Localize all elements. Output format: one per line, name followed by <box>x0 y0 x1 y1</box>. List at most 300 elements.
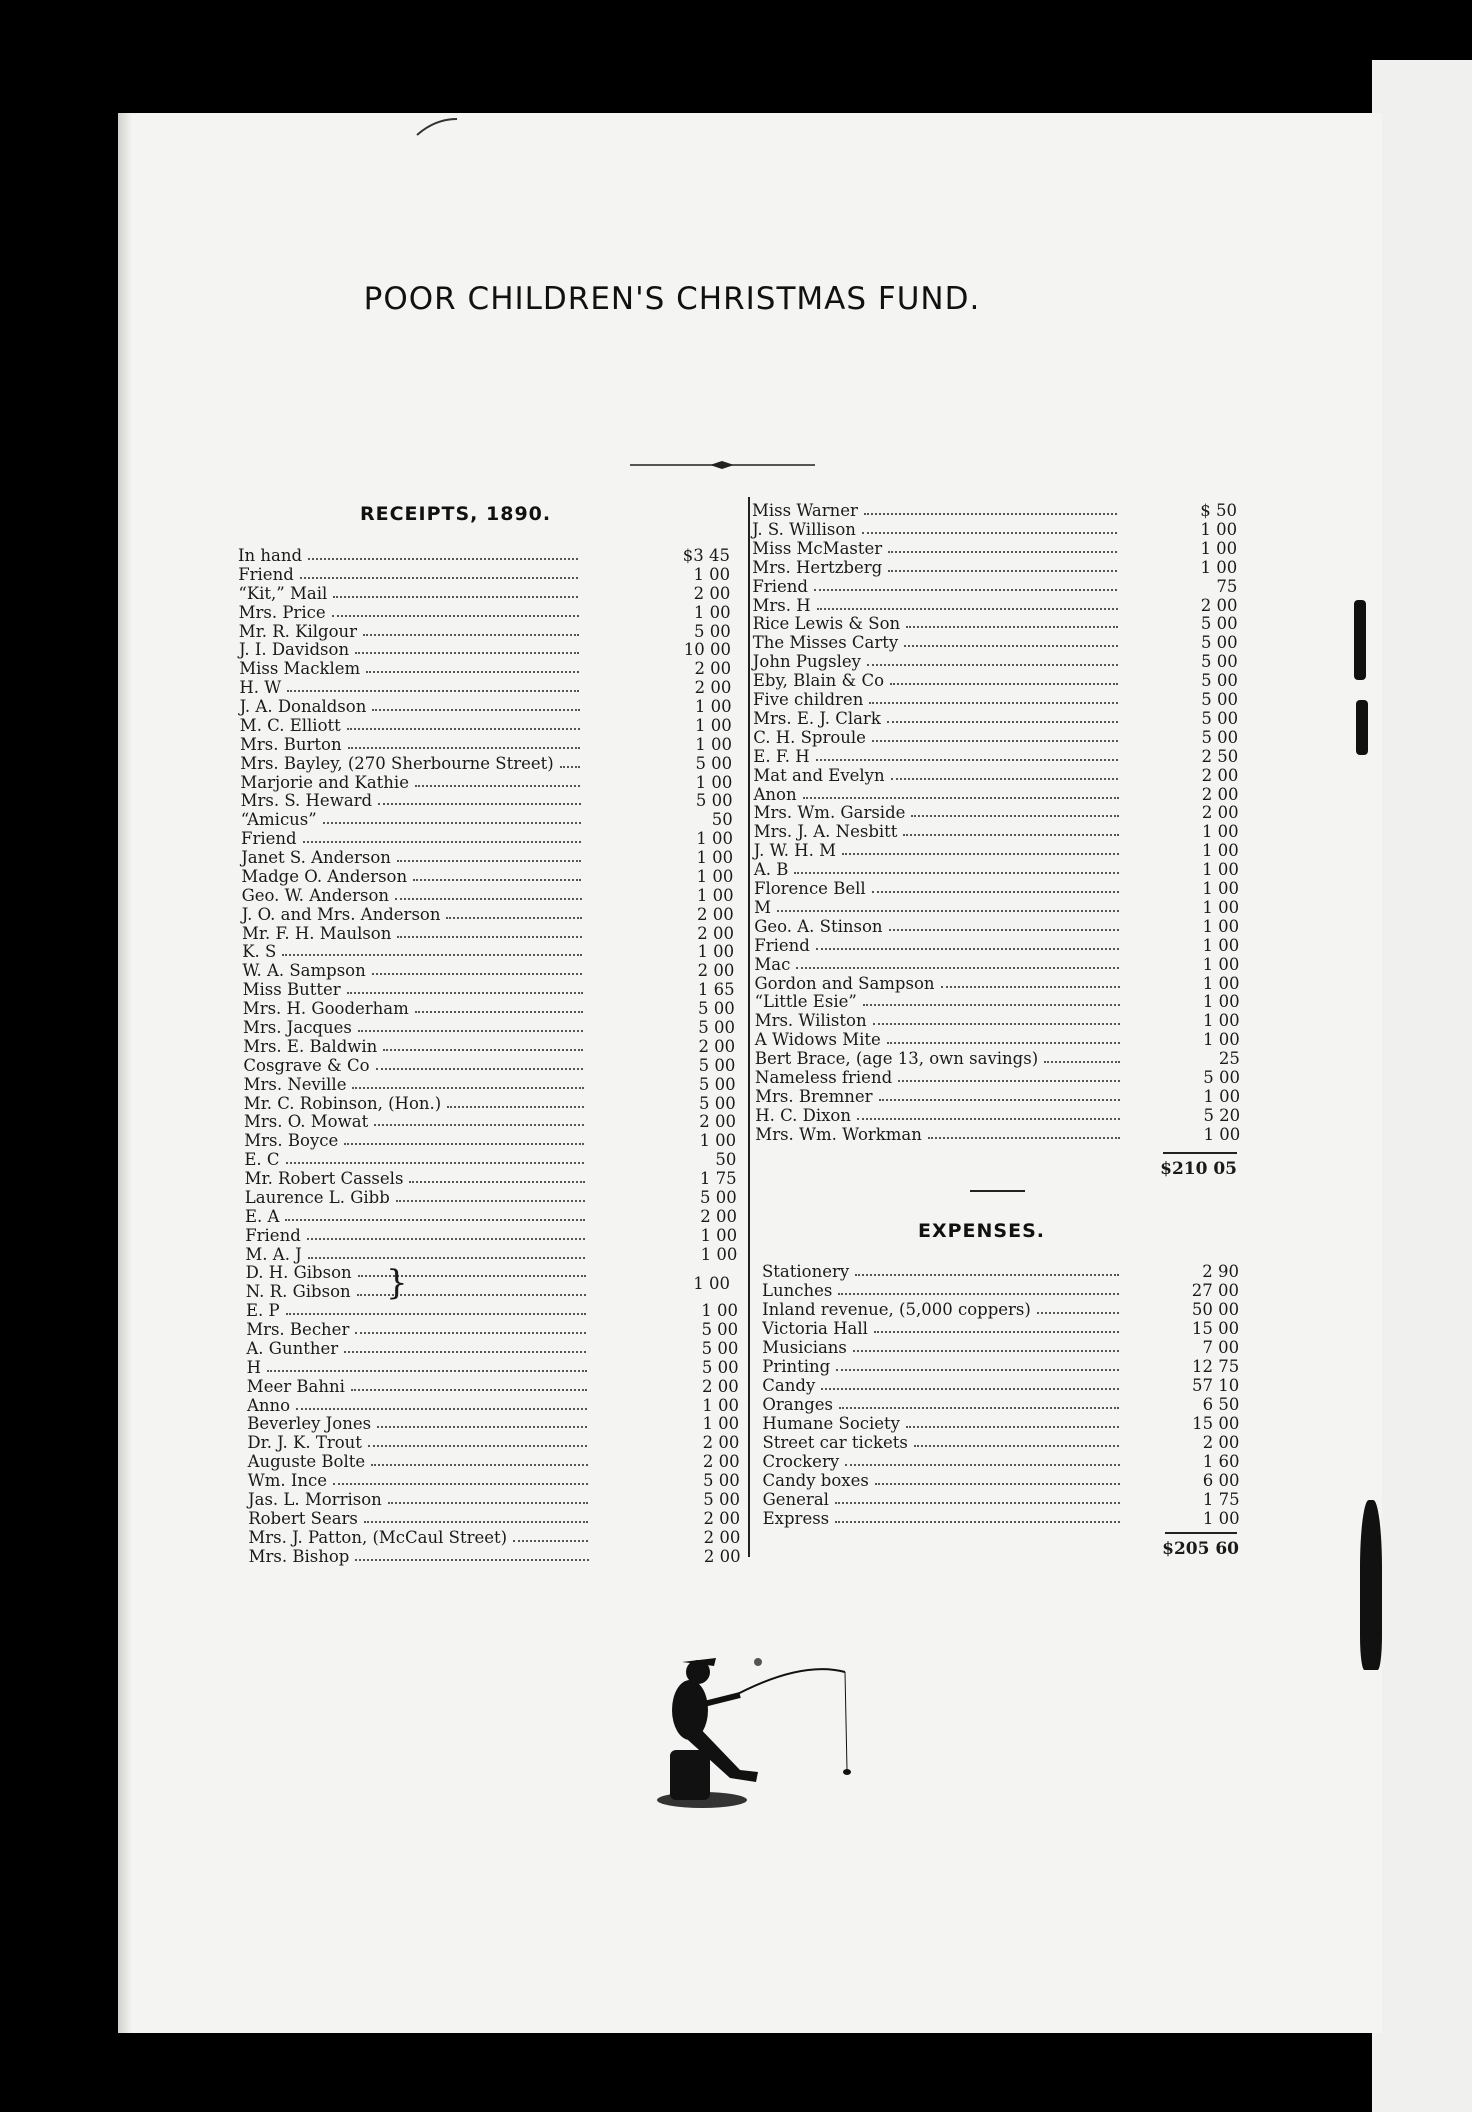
item-name: E. C <box>244 1150 280 1170</box>
fisherman-illustration <box>630 1650 865 1810</box>
item-name: General <box>762 1490 829 1509</box>
item-amount: 1 00 <box>696 866 734 886</box>
list-item <box>762 1376 1239 1395</box>
item-amount: 1 00 <box>1202 860 1239 880</box>
item-name: A Widows Mite <box>754 1030 881 1050</box>
item-name: Musicians <box>762 1338 847 1357</box>
item-amount: 5 00 <box>1200 633 1238 653</box>
leader-dots <box>363 634 579 636</box>
item-name: Miss Warner <box>752 501 858 520</box>
leader-dots <box>898 1080 1120 1082</box>
leader-dots <box>446 917 581 919</box>
item-name: E. P <box>246 1301 280 1321</box>
item-amount: 50 <box>715 1150 737 1170</box>
item-amount: 7 00 <box>1202 1338 1240 1357</box>
item-amount: 2 00 <box>697 961 735 981</box>
item-amount: 2 00 <box>693 583 731 603</box>
list-item <box>753 596 1238 615</box>
item-amount: 1 75 <box>699 1169 737 1189</box>
item-amount: 25 <box>1218 1049 1240 1069</box>
item-amount: 1 00 <box>1201 822 1239 842</box>
list-item <box>246 1301 738 1320</box>
item-amount: 5 00 <box>694 621 731 641</box>
item-name: Mrs. O. Mowat <box>244 1112 369 1132</box>
list-item <box>753 690 1238 709</box>
item-amount: 5 00 <box>703 1490 740 1509</box>
leader-dots <box>409 1181 584 1183</box>
item-name: E. A <box>245 1206 280 1226</box>
leader-dots <box>366 671 579 673</box>
item-amount: 1 00 <box>1202 879 1239 898</box>
leader-dots <box>891 778 1119 780</box>
list-item <box>755 1125 1240 1144</box>
item-amount: 1 00 <box>1203 1030 1240 1050</box>
item-name: Mrs. Becher <box>246 1320 350 1340</box>
list-item <box>248 1509 740 1528</box>
item-amount: 5 00 <box>698 1018 735 1037</box>
item-name: Street car tickets <box>762 1433 908 1452</box>
list-item <box>244 1075 736 1094</box>
leader-dots <box>857 1118 1120 1120</box>
item-name: Geo. W. Anderson <box>241 885 390 905</box>
item-amount: 5 00 <box>1201 652 1238 672</box>
item-amount: 5 00 <box>700 1187 737 1207</box>
list-item <box>241 829 733 848</box>
leader-dots <box>388 1502 588 1504</box>
item-amount: 1 00 <box>1202 897 1240 917</box>
item-name: Friend <box>238 564 294 584</box>
item-amount: 27 00 <box>1191 1281 1240 1300</box>
item-amount: 5 00 <box>701 1357 739 1377</box>
list-item <box>248 1490 740 1509</box>
receipts-total: $210 05 <box>1160 1159 1237 1179</box>
item-name: Mrs. H <box>752 595 811 615</box>
leader-dots <box>447 1106 584 1108</box>
list-item <box>239 678 731 697</box>
leader-dots <box>903 834 1118 836</box>
leader-dots <box>853 1350 1119 1352</box>
list-item <box>762 1433 1239 1452</box>
leader-dots <box>377 1426 587 1428</box>
list-item <box>249 1547 741 1566</box>
item-name: Victoria Hall <box>762 1319 868 1338</box>
leader-dots <box>874 1331 1119 1333</box>
leader-dots <box>344 1351 586 1353</box>
list-item <box>247 1358 739 1377</box>
item-name: M. A. J <box>245 1244 302 1264</box>
item-amount: 1 00 <box>696 848 734 868</box>
item-name: Mac <box>754 954 791 974</box>
item-amount: 5 00 <box>1201 727 1239 747</box>
list-item <box>762 1300 1239 1319</box>
item-name: Express <box>762 1509 830 1528</box>
item-name: J. S. Willison <box>752 519 856 539</box>
item-amount: 50 <box>711 810 733 830</box>
item-name: “Kit,” Mail <box>238 583 328 603</box>
leader-dots <box>415 785 580 787</box>
list-item <box>753 614 1238 633</box>
item-name: Mrs. Burton <box>240 734 342 754</box>
item-name: Meer Bahni <box>246 1376 345 1396</box>
list-item <box>763 1471 1240 1490</box>
leader-dots <box>803 797 1119 799</box>
list-item <box>242 942 734 961</box>
item-amount: 2 50 <box>1201 746 1239 766</box>
item-name: C. H. Sproule <box>753 727 866 747</box>
leader-dots <box>855 1274 1119 1276</box>
item-amount: 1 00 <box>1203 1124 1241 1144</box>
list-item <box>242 905 734 924</box>
item-amount: 57 10 <box>1192 1376 1240 1395</box>
page-title: POOR CHILDREN'S CHRISTMAS FUND. <box>363 281 981 317</box>
leader-dots <box>863 1004 1120 1006</box>
leader-dots <box>364 1521 588 1523</box>
item-amount: 12 75 <box>1192 1357 1240 1376</box>
item-amount: 15 00 <box>1192 1414 1240 1433</box>
list-item <box>752 558 1237 577</box>
item-name: Dr. J. K. Trout <box>247 1433 362 1453</box>
item-name: Cosgrave & Co <box>243 1055 370 1075</box>
item-amount: 1 00 <box>1200 519 1238 539</box>
leader-dots <box>888 570 1117 572</box>
list-item <box>752 501 1237 520</box>
item-amount: 1 00 <box>695 734 732 754</box>
item-name: Bert Brace, (age 13, own savings) <box>754 1049 1039 1069</box>
leader-dots <box>839 1407 1119 1409</box>
leader-dots <box>845 1464 1119 1466</box>
list-item <box>247 1377 739 1396</box>
item-amount: 6 50 <box>1202 1395 1240 1414</box>
item-name: Printing <box>762 1357 831 1376</box>
item-amount: 5 00 <box>703 1471 740 1491</box>
item-name: Nameless friend <box>755 1068 893 1087</box>
item-name: N. R. Gibson <box>245 1282 351 1302</box>
item-amount: 1 00 <box>697 942 735 962</box>
leader-dots <box>358 1030 583 1032</box>
pen-mark <box>415 115 460 137</box>
leader-dots <box>888 551 1117 553</box>
leader-dots <box>376 1068 584 1070</box>
leader-dots <box>835 1521 1120 1523</box>
item-name: Mrs. Jacques <box>243 1018 352 1037</box>
item-name: Mrs. Wiliston <box>754 1011 867 1031</box>
leader-dots <box>368 1445 587 1447</box>
list-item <box>244 1131 736 1150</box>
item-amount: $3 45 <box>682 546 730 565</box>
item-name: Friend <box>245 1225 301 1245</box>
leader-dots <box>872 891 1119 893</box>
list-item <box>763 1452 1240 1471</box>
list-item <box>245 1169 737 1188</box>
item-name: Humane Society <box>762 1414 900 1433</box>
item-name: J. O. and Mrs. Anderson <box>241 904 441 924</box>
item-amount: 5 00 <box>699 1093 736 1113</box>
item-amount: 10 00 <box>683 640 731 660</box>
adjacent-page-strip <box>1372 60 1472 2112</box>
list-item <box>755 1011 1240 1030</box>
leader-dots <box>348 747 580 749</box>
leader-dots <box>904 645 1117 647</box>
leader-dots <box>352 1087 583 1089</box>
list-item <box>239 603 731 622</box>
list-item <box>239 640 731 659</box>
list-item <box>243 1056 735 1075</box>
item-name: Mrs. Boyce <box>244 1131 339 1151</box>
list-item <box>755 992 1240 1011</box>
list-item <box>239 659 731 678</box>
leader-dots <box>308 1257 586 1259</box>
item-amount: 2 00 <box>697 923 734 943</box>
item-amount: 5 00 <box>701 1338 739 1358</box>
expenses-heading: EXPENSES. <box>918 1220 1045 1242</box>
item-amount: 2 00 <box>703 1508 741 1528</box>
list-item <box>754 860 1239 879</box>
list-item <box>238 565 730 584</box>
item-name: Inland revenue, (5,000 coppers) <box>762 1300 1031 1319</box>
item-amount: 2 00 <box>1201 803 1239 823</box>
list-item <box>754 879 1239 898</box>
item-amount: 2 00 <box>1202 1433 1240 1452</box>
receipts-total-rule <box>1163 1152 1237 1154</box>
leader-dots <box>307 1238 585 1240</box>
item-name: Jas. L. Morrison <box>248 1490 382 1509</box>
item-name: Candy boxes <box>762 1471 869 1490</box>
list-item <box>242 961 734 980</box>
item-name: Mrs. S. Heward <box>240 791 373 811</box>
item-name: Mrs. E. J. Clark <box>753 708 881 728</box>
item-amount: 2 00 <box>694 659 732 679</box>
item-amount: 1 00 <box>1202 935 1240 955</box>
title-ornament <box>630 460 815 470</box>
leader-dots <box>308 558 578 560</box>
item-name: D. H. Gibson <box>245 1263 352 1283</box>
item-name: Mrs. E. Baldwin <box>243 1036 378 1056</box>
item-name: M <box>754 897 771 917</box>
item-name: A. Gunther <box>246 1338 339 1358</box>
item-name: Auguste Bolte <box>247 1452 366 1472</box>
list-item <box>755 1030 1240 1049</box>
item-amount: 2 90 <box>1202 1262 1239 1281</box>
list-item <box>247 1396 739 1415</box>
item-amount: 2 00 <box>703 1527 741 1547</box>
leader-dots <box>1037 1312 1119 1314</box>
item-name: Mat and Evelyn <box>753 765 885 785</box>
expenses-total-rule <box>1165 1532 1237 1534</box>
list-item <box>248 1471 740 1490</box>
list-item <box>240 773 732 792</box>
item-amount: 1 00 <box>695 772 733 792</box>
list-item <box>241 791 733 810</box>
item-name: Miss Macklem <box>239 659 361 679</box>
leader-dots <box>323 822 581 824</box>
item-amount: 2 00 <box>697 904 734 924</box>
leader-dots <box>560 766 580 768</box>
leader-dots <box>374 1124 584 1126</box>
item-name: Anon <box>753 784 797 804</box>
list-item <box>244 1094 736 1113</box>
item-amount: 5 00 <box>1200 614 1238 634</box>
leader-dots <box>267 1370 587 1372</box>
leader-dots <box>332 615 579 617</box>
leader-dots <box>355 652 579 654</box>
list-item <box>754 955 1239 974</box>
item-name: Stationery <box>762 1262 850 1281</box>
leader-dots <box>869 702 1118 704</box>
list-item <box>762 1414 1239 1433</box>
item-amount: 2 00 <box>1201 765 1239 785</box>
leader-dots <box>344 1143 584 1145</box>
item-amount: 1 00 <box>1202 973 1240 993</box>
leader-dots <box>867 664 1118 666</box>
leader-dots <box>872 740 1118 742</box>
list-item <box>754 898 1239 917</box>
item-name: K. S <box>242 942 277 962</box>
list-item <box>245 1188 737 1207</box>
leader-dots <box>1044 1061 1120 1063</box>
list-item <box>240 716 732 735</box>
item-amount: 1 00 <box>699 1131 737 1151</box>
list-item <box>755 1087 1240 1106</box>
item-name: Miss Butter <box>242 980 341 1000</box>
item-name: Robert Sears <box>248 1508 358 1528</box>
leader-dots <box>816 759 1119 761</box>
item-amount: 5 00 <box>1201 708 1239 728</box>
item-amount: 1 00 <box>696 829 733 849</box>
item-name: Mrs. Bishop <box>248 1546 350 1566</box>
item-name: Mrs. J. Patton, (McCaul Street) <box>248 1527 508 1547</box>
leader-dots <box>355 1559 588 1561</box>
item-amount: 2 00 <box>1201 784 1239 804</box>
item-amount: 5 00 <box>1203 1068 1240 1087</box>
item-amount: 1 00 <box>700 1225 738 1245</box>
item-name: “Amicus” <box>240 810 317 830</box>
item-name: Gordon and Sampson <box>754 973 935 993</box>
list-item <box>752 577 1237 596</box>
leader-dots <box>941 986 1120 988</box>
item-name: Rice Lewis & Son <box>752 614 901 634</box>
leader-dots <box>413 879 581 881</box>
list-item <box>244 1112 736 1131</box>
item-amount: 1 00 <box>694 697 732 717</box>
item-name: Anno <box>247 1395 291 1415</box>
list-item <box>238 546 730 565</box>
item-name: W. A. Sampson <box>242 961 366 981</box>
item-name: Friend <box>752 576 808 596</box>
leader-dots <box>887 1042 1120 1044</box>
item-amount: 1 00 <box>1202 1011 1240 1031</box>
leader-dots <box>286 1313 586 1315</box>
list-item <box>243 980 735 999</box>
item-name: Lunches <box>762 1281 833 1300</box>
list-item <box>753 766 1238 785</box>
item-amount: 1 75 <box>1202 1490 1240 1509</box>
section-divider <box>970 1190 1025 1192</box>
item-amount: 2 00 <box>698 1036 736 1056</box>
leader-dots <box>396 1200 585 1202</box>
gibson-joint-amount: 1 00 <box>693 1274 730 1293</box>
leader-dots <box>864 513 1117 515</box>
list-item <box>753 652 1238 671</box>
leader-dots <box>836 1369 1119 1371</box>
list-item <box>244 1150 736 1169</box>
list-item <box>248 1528 740 1547</box>
item-name: Mrs. Price <box>238 602 326 622</box>
list-item <box>242 886 734 905</box>
list-item <box>239 622 731 641</box>
item-amount: 1 00 <box>1202 954 1240 974</box>
list-item <box>754 785 1239 804</box>
list-item <box>754 936 1239 955</box>
item-name: J. I. Davidson <box>239 640 350 660</box>
item-name: Mrs. J. A. Nesbitt <box>753 822 898 842</box>
leader-dots <box>816 948 1119 950</box>
list-item <box>753 728 1238 747</box>
item-amount: 5 00 <box>698 1074 736 1094</box>
list-item <box>763 1509 1240 1528</box>
item-name: In hand <box>238 546 303 565</box>
item-amount: 6 00 <box>1202 1471 1240 1490</box>
leader-dots <box>817 608 1118 610</box>
leader-dots <box>287 690 579 692</box>
item-name: Mrs. Bremner <box>755 1086 873 1106</box>
list-item <box>752 520 1237 539</box>
leader-dots <box>513 1540 588 1542</box>
leader-dots <box>821 1388 1119 1390</box>
item-name: Laurence L. Gibb <box>244 1187 390 1207</box>
column-divider <box>748 497 750 1557</box>
item-name: Mrs. Neville <box>243 1074 347 1094</box>
item-name: J. A. Donaldson <box>239 697 367 717</box>
item-name: Mrs. Wm. Garside <box>753 803 906 823</box>
list-item <box>752 539 1237 558</box>
list-item <box>754 822 1239 841</box>
gibson-brace: } <box>386 1263 408 1303</box>
leader-dots <box>838 1293 1119 1295</box>
item-amount: 1 00 <box>1202 841 1239 861</box>
binding-mark-top <box>1354 600 1366 680</box>
item-name: Friend <box>754 935 810 955</box>
list-item <box>243 1037 735 1056</box>
leader-dots <box>906 1426 1119 1428</box>
item-amount: 1 00 <box>701 1301 738 1321</box>
leader-dots <box>842 853 1119 855</box>
item-amount: 1 00 <box>696 885 734 905</box>
leader-dots <box>415 1011 583 1013</box>
list-item <box>762 1262 1239 1281</box>
item-amount: 1 00 <box>1203 1086 1241 1106</box>
list-item <box>753 671 1238 690</box>
leader-dots <box>914 1445 1120 1447</box>
leader-dots <box>887 721 1118 723</box>
item-amount: 1 65 <box>697 980 735 1000</box>
leader-dots <box>378 803 580 805</box>
item-name: Beverley Jones <box>247 1414 372 1434</box>
leader-dots <box>928 1137 1120 1139</box>
item-amount: $ 50 <box>1200 501 1237 520</box>
list-item <box>763 1490 1240 1509</box>
list-item <box>245 1207 737 1226</box>
list-item <box>245 1245 737 1264</box>
list-item <box>762 1338 1239 1357</box>
list-item <box>238 584 730 603</box>
list-item <box>240 697 732 716</box>
item-name: Mr. Robert Cassels <box>244 1169 404 1189</box>
leader-dots <box>862 532 1117 534</box>
item-amount: 1 00 <box>693 564 731 584</box>
leader-dots <box>285 1219 585 1221</box>
list-item <box>246 1339 738 1358</box>
expenses-total: $205 60 <box>1162 1539 1239 1559</box>
